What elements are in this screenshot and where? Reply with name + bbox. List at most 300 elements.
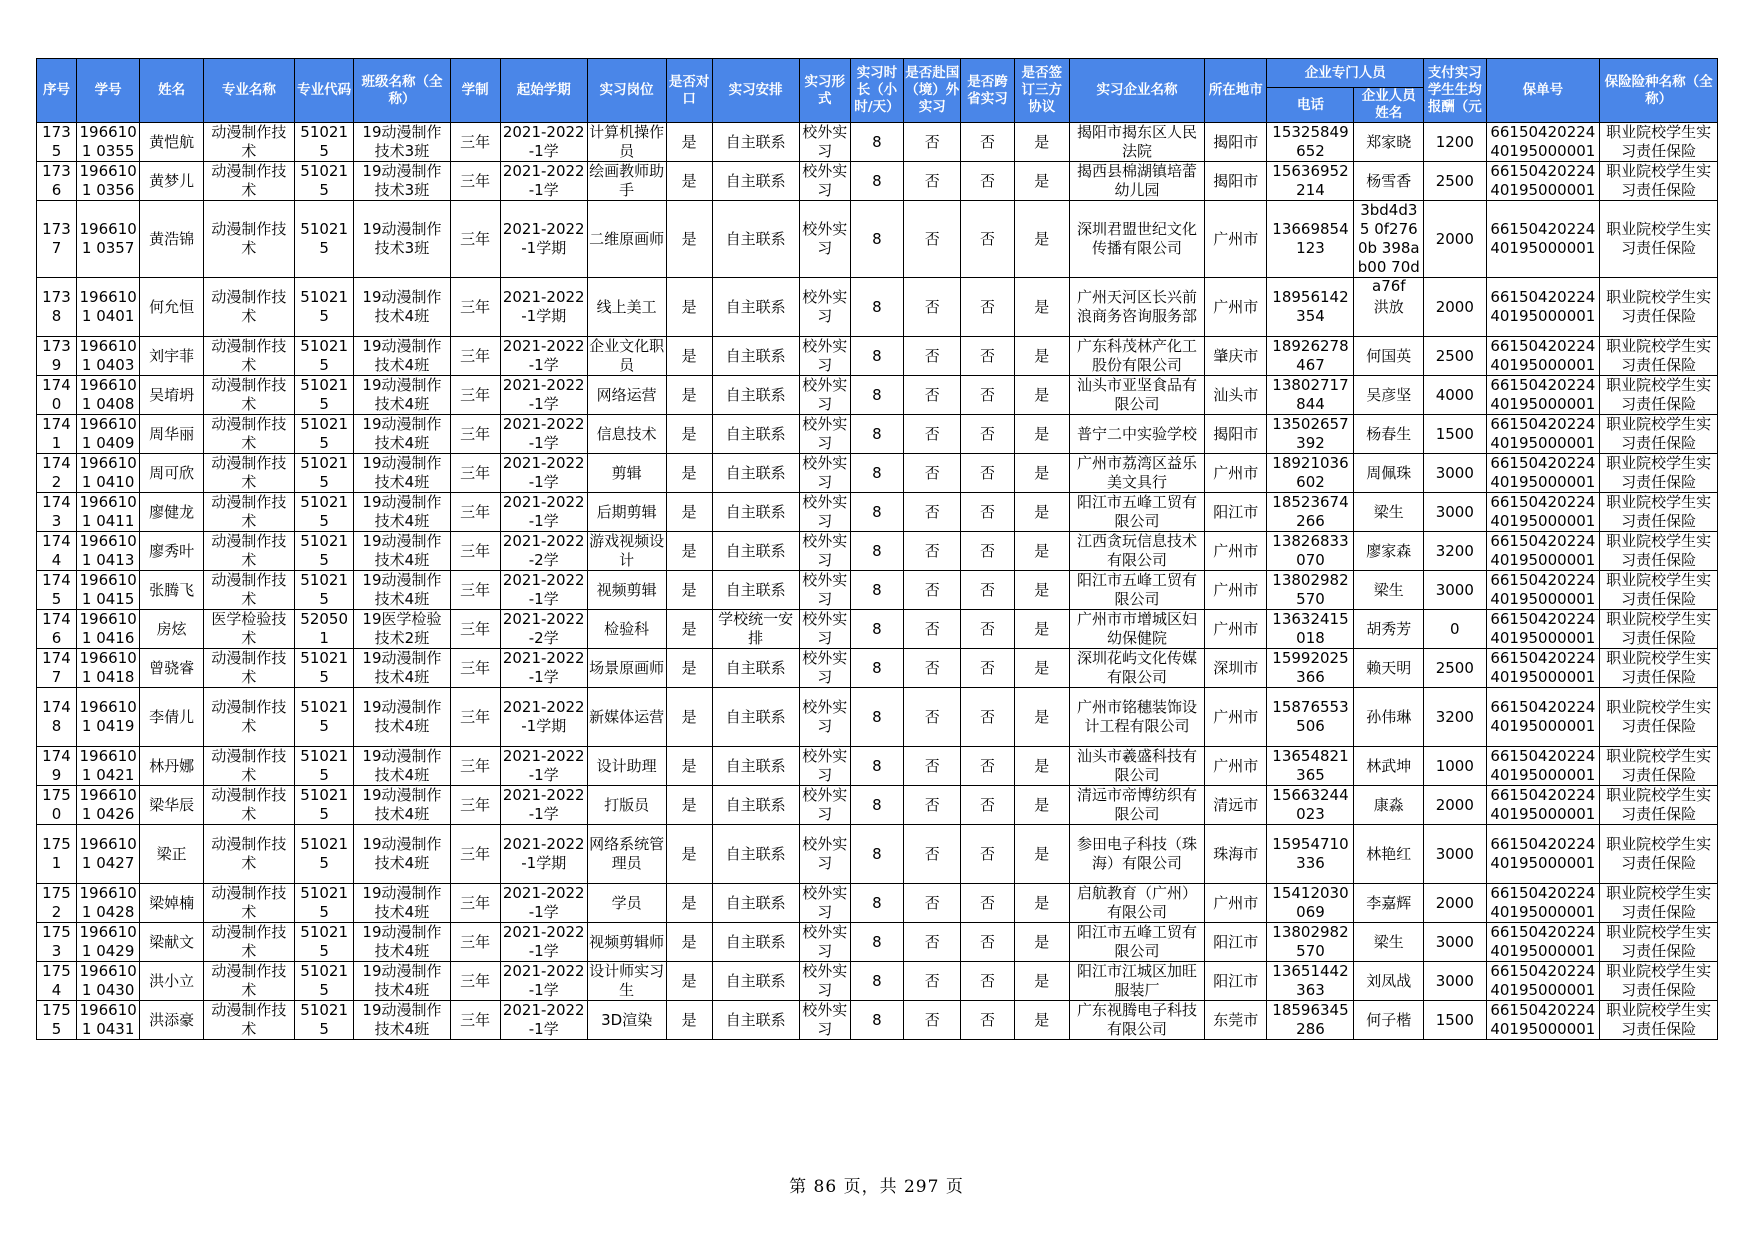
cell-class [354, 415, 450, 454]
table-row [37, 454, 1718, 493]
cell-arrangement [712, 454, 799, 493]
cell-text: 13502657 392 [1272, 415, 1349, 452]
cell-text: 杨春生 [1366, 424, 1412, 443]
cell-agreement [1014, 337, 1069, 376]
cell-position [587, 201, 666, 278]
cell-policy-no [1486, 493, 1600, 532]
cell-text: 阳江市五峰工贸有限公司 [1076, 923, 1197, 960]
cell-matched [666, 162, 712, 201]
cell-agreement [1014, 162, 1069, 201]
cell-city [1205, 962, 1267, 1001]
cell-policy-no [1486, 884, 1600, 923]
cell-text: 是 [681, 463, 697, 482]
cell-pay [1424, 532, 1486, 571]
cell-text: 郑家晓 [1366, 132, 1412, 151]
cell-text: 校外实习 [802, 747, 848, 784]
cell-abroad [904, 1001, 961, 1040]
cell-text: 周可欣 [149, 463, 195, 482]
cell-contact-name [1354, 376, 1424, 415]
cell-class [354, 493, 450, 532]
cell-city [1205, 1001, 1267, 1040]
cell-policy-no [1486, 825, 1600, 884]
cell-student-id [76, 162, 139, 201]
cell-text: 职业院校学生实习责任保险 [1606, 786, 1712, 823]
table-row [37, 884, 1718, 923]
cell-contact-name [1354, 786, 1424, 825]
cell-cross-province [961, 786, 1014, 825]
cell-pay [1424, 571, 1486, 610]
cell-text: 职业院校学生实习责任保险 [1606, 962, 1712, 999]
cell-index [37, 688, 77, 747]
cell-text: 19动漫制作技术4班 [362, 493, 442, 530]
cell-matched [666, 415, 712, 454]
cell-name [140, 532, 203, 571]
cell-arrangement [712, 923, 799, 962]
cell-text: 8 [872, 580, 882, 599]
cell-start-term [500, 786, 587, 825]
cell-text: 职业院校学生实习责任保险 [1606, 835, 1712, 872]
cell-text: 自主联系 [725, 385, 786, 404]
cell-text: 13651442 363 [1272, 962, 1349, 999]
cell-text: 杨雪香 [1366, 171, 1412, 190]
cell-text: 66150420224 40195000001 [1490, 835, 1596, 872]
cell-text: 否 [924, 795, 940, 814]
cell-text: 是 [1034, 658, 1050, 677]
cell-text: 否 [924, 893, 940, 912]
cell-phone [1267, 610, 1354, 649]
cell-insurance [1600, 962, 1718, 1001]
cell-company [1069, 571, 1204, 610]
cell-text: 洪小立 [149, 971, 195, 990]
cell-text: 否 [924, 297, 940, 316]
cell-pay [1424, 415, 1486, 454]
cell-name [140, 493, 203, 532]
table-row [37, 825, 1718, 884]
cell-text: 设计助理 [596, 756, 657, 775]
cell-text: 66150420224 40195000001 [1490, 162, 1596, 199]
cell-company [1069, 962, 1204, 1001]
cell-major [203, 201, 294, 278]
cell-text: 18956142 354 [1272, 288, 1349, 325]
cell-text: 自主联系 [725, 424, 786, 443]
cell-student-id [76, 201, 139, 278]
cell-arrangement [712, 747, 799, 786]
cell-company [1069, 454, 1204, 493]
cell-class [354, 884, 450, 923]
cell-company [1069, 493, 1204, 532]
cell-text: 2021-2022-1学 [502, 571, 585, 608]
cell-text: 8 [872, 541, 882, 560]
cell-policy-no [1486, 162, 1600, 201]
cell-contact-name [1354, 962, 1424, 1001]
cell-agreement [1014, 123, 1069, 162]
cell-agreement [1014, 962, 1069, 1001]
cell-text: 李嘉辉 [1366, 893, 1412, 912]
cell-form [799, 571, 850, 610]
cell-major [203, 923, 294, 962]
cell-text: 自主联系 [725, 795, 786, 814]
cell-text: 8 [872, 619, 882, 638]
cell-duration [450, 454, 500, 493]
table-row [37, 610, 1718, 649]
cell-duration [450, 376, 500, 415]
cell-index [37, 610, 77, 649]
cell-duration [450, 123, 500, 162]
page-footer: 第 86 页，共 297 页 [789, 1177, 964, 1197]
cell-agreement [1014, 825, 1069, 884]
cell-text: 1966101 0431 [79, 1001, 137, 1038]
cell-arrangement [712, 688, 799, 747]
cell-text: 66150420224 40195000001 [1490, 571, 1596, 608]
cell-text: 清远市 [1213, 795, 1259, 814]
cell-name [140, 415, 203, 454]
cell-phone [1267, 649, 1354, 688]
col-header-policy-no: 保单号 [1486, 59, 1600, 123]
cell-text: 1966101 0426 [79, 786, 137, 823]
cell-text: 是 [1034, 171, 1050, 190]
cell-text: 1750 [42, 786, 71, 823]
cell-text: 1966101 0401 [79, 288, 137, 325]
cell-text: 510215 [300, 747, 349, 784]
cell-position [587, 649, 666, 688]
cell-text: 否 [924, 463, 940, 482]
cell-text: 15636952 214 [1272, 162, 1349, 199]
cell-text: 13669854 123 [1272, 220, 1349, 257]
table-row [37, 532, 1718, 571]
cell-text: 1966101 0413 [79, 532, 137, 569]
cell-pay [1424, 376, 1486, 415]
cell-text: 自主联系 [725, 297, 786, 316]
cell-text: 否 [924, 619, 940, 638]
cell-abroad [904, 884, 961, 923]
cell-text: 赖天明 [1366, 658, 1412, 677]
cell-text: 三年 [460, 658, 491, 677]
cell-index [37, 278, 77, 337]
cell-name [140, 962, 203, 1001]
cell-text: 66150420224 40195000001 [1490, 415, 1596, 452]
cell-text: 揭阳市揭东区人民法院 [1076, 123, 1197, 160]
cell-hours [850, 571, 903, 610]
table-row [37, 201, 1718, 278]
cell-name [140, 884, 203, 923]
cell-index [37, 649, 77, 688]
cell-text: 网络系统管理员 [589, 835, 665, 872]
cell-text: 2000 [1435, 229, 1474, 248]
cell-text: 广州市 [1213, 229, 1259, 248]
cell-cross-province [961, 201, 1014, 278]
cell-text: 设计师实习生 [589, 962, 665, 999]
table-row [37, 278, 1718, 337]
cell-text: 1737 [42, 220, 71, 257]
cell-name [140, 571, 203, 610]
cell-text: 是 [681, 132, 697, 151]
cell-text: 职业院校学生实习责任保险 [1606, 162, 1712, 199]
cell-agreement [1014, 884, 1069, 923]
cell-cross-province [961, 923, 1014, 962]
cell-text: 游戏视频设计 [589, 532, 665, 569]
cell-text: 三年 [460, 707, 491, 726]
cell-abroad [904, 201, 961, 278]
cell-major [203, 688, 294, 747]
cell-text: 广州市 [1213, 707, 1259, 726]
cell-text: 是 [681, 756, 697, 775]
table-row [37, 376, 1718, 415]
cell-text: 职业院校学生实习责任保险 [1606, 415, 1712, 452]
cell-position [587, 415, 666, 454]
cell-company [1069, 415, 1204, 454]
cell-text: 自主联系 [725, 229, 786, 248]
cell-insurance [1600, 201, 1718, 278]
cell-text: 是 [681, 502, 697, 521]
cell-cross-province [961, 415, 1014, 454]
cell-contact-name [1354, 493, 1424, 532]
cell-start-term [500, 337, 587, 376]
cell-text: 1966101 0409 [79, 415, 137, 452]
cell-text: 13826833 070 [1272, 532, 1349, 569]
cell-position [587, 337, 666, 376]
internship-table [36, 58, 1718, 1040]
cell-text: 校外实习 [802, 649, 848, 686]
cell-text: 广州天河区长兴前浪商务咨询服务部 [1076, 288, 1197, 325]
cell-contact-name [1354, 747, 1424, 786]
cell-text: 8 [872, 756, 882, 775]
cell-abroad [904, 962, 961, 1001]
cell-class [354, 123, 450, 162]
cell-text: 绘画教师助手 [589, 162, 665, 199]
cell-cross-province [961, 337, 1014, 376]
cell-text: 13632415 018 [1272, 610, 1349, 647]
cell-matched [666, 571, 712, 610]
cell-text: 房炫 [156, 619, 187, 638]
cell-text: 510215 [300, 698, 349, 735]
cell-abroad [904, 376, 961, 415]
cell-text: 场景原画师 [589, 658, 665, 677]
cell-text: 珠海市 [1213, 844, 1259, 863]
cell-text: 3000 [1435, 932, 1474, 951]
cell-insurance [1600, 571, 1718, 610]
cell-text: 自主联系 [725, 893, 786, 912]
cell-text: 校外实习 [802, 288, 848, 325]
cell-matched [666, 786, 712, 825]
cell-text: 林武坤 [1366, 756, 1412, 775]
cell-city [1205, 337, 1267, 376]
cell-text: 广东视腾电子科技有限公司 [1076, 1001, 1197, 1038]
cell-text: 是 [1034, 971, 1050, 990]
cell-text: 18523674 266 [1272, 493, 1349, 530]
cell-arrangement [712, 571, 799, 610]
cell-text: 职业院校学生实习责任保险 [1606, 288, 1712, 325]
cell-arrangement [712, 532, 799, 571]
cell-text: 19动漫制作技术3班 [362, 162, 442, 199]
cell-arrangement [712, 786, 799, 825]
cell-text: 19动漫制作技术4班 [362, 923, 442, 960]
cell-text: 1741 [42, 415, 71, 452]
cell-text: 动漫制作技术 [211, 698, 287, 735]
table-row [37, 962, 1718, 1001]
cell-form [799, 962, 850, 1001]
cell-text: 2021-2022-2学 [502, 532, 585, 569]
cell-agreement [1014, 415, 1069, 454]
cell-text: 阳江市 [1213, 971, 1259, 990]
cell-hours [850, 532, 903, 571]
cell-form [799, 162, 850, 201]
cell-text: 1966101 0408 [79, 376, 137, 413]
cell-text: 18596345 286 [1272, 1001, 1349, 1038]
cell-text: 周华丽 [149, 424, 195, 443]
cell-major [203, 962, 294, 1001]
cell-form [799, 923, 850, 962]
cell-index [37, 162, 77, 201]
cell-text: 启航教育（广州）有限公司 [1076, 884, 1197, 921]
cell-text: 8 [872, 297, 882, 316]
cell-form [799, 376, 850, 415]
table-row [37, 415, 1718, 454]
cell-text: 动漫制作技术 [211, 786, 287, 823]
cell-text: 8 [872, 385, 882, 404]
cell-text: 1966101 0410 [79, 454, 137, 491]
cell-text: 19医学检验技术2班 [362, 610, 442, 647]
cell-abroad [904, 532, 961, 571]
cell-hours [850, 278, 903, 337]
cell-company [1069, 123, 1204, 162]
cell-text: 13802982 570 [1272, 923, 1349, 960]
col-header-company: 实习企业名称 [1069, 59, 1204, 123]
cell-position [587, 454, 666, 493]
cell-text: 1746 [42, 610, 71, 647]
cell-policy-no [1486, 415, 1600, 454]
cell-major [203, 786, 294, 825]
cell-pay [1424, 493, 1486, 532]
cell-pay [1424, 786, 1486, 825]
cell-text: 19动漫制作技术4班 [362, 376, 442, 413]
cell-text: 三年 [460, 171, 491, 190]
cell-duration [450, 415, 500, 454]
cell-phone [1267, 123, 1354, 162]
cell-matched [666, 747, 712, 786]
cell-text: 否 [924, 346, 940, 365]
cell-text: 2021-2022-1学 [502, 337, 585, 374]
cell-text: 1966101 0421 [79, 747, 137, 784]
cell-insurance [1600, 532, 1718, 571]
cell-student-id [76, 610, 139, 649]
cell-pay [1424, 201, 1486, 278]
cell-text: 是 [1034, 541, 1050, 560]
cell-position [587, 825, 666, 884]
cell-name [140, 278, 203, 337]
cell-text: 三年 [460, 971, 491, 990]
cell-index [37, 786, 77, 825]
cell-text: 动漫制作技术 [211, 415, 287, 452]
cell-start-term [500, 532, 587, 571]
cell-text: 动漫制作技术 [211, 835, 287, 872]
cell-major [203, 747, 294, 786]
cell-major-code [294, 962, 353, 1001]
cell-phone [1267, 493, 1354, 532]
cell-text: 66150420224 40195000001 [1490, 649, 1596, 686]
cell-text: 2021-2022-1学 [502, 747, 585, 784]
cell-insurance [1600, 493, 1718, 532]
cell-phone [1267, 454, 1354, 493]
cell-text: 2021-2022-1学 [502, 162, 585, 199]
cell-text: 2021-2022-1学 [502, 786, 585, 823]
cell-text: 否 [924, 932, 940, 951]
cell-city [1205, 123, 1267, 162]
cell-matched [666, 201, 712, 278]
cell-hours [850, 337, 903, 376]
cell-class [354, 747, 450, 786]
cell-duration [450, 786, 500, 825]
cell-pay [1424, 123, 1486, 162]
cell-text: 梁献文 [149, 932, 195, 951]
cell-text: 2021-2022-1学期 [502, 220, 585, 257]
cell-hours [850, 884, 903, 923]
cell-text: 何允恒 [149, 297, 195, 316]
cell-text: 510215 [300, 415, 349, 452]
cell-hours [850, 747, 903, 786]
cell-position [587, 786, 666, 825]
cell-matched [666, 825, 712, 884]
cell-matched [666, 493, 712, 532]
cell-pay [1424, 649, 1486, 688]
cell-text: 三年 [460, 132, 491, 151]
cell-company [1069, 649, 1204, 688]
cell-insurance [1600, 786, 1718, 825]
cell-text: 否 [924, 756, 940, 775]
cell-abroad [904, 610, 961, 649]
cell-insurance [1600, 825, 1718, 884]
cell-pay [1424, 884, 1486, 923]
cell-text: 医学检验技术 [211, 610, 287, 647]
cell-text: 是 [681, 795, 697, 814]
cell-text: 66150420224 40195000001 [1490, 1001, 1596, 1038]
cell-text: 职业院校学生实习责任保险 [1606, 376, 1712, 413]
cell-text: 三年 [460, 541, 491, 560]
cell-agreement [1014, 571, 1069, 610]
cell-duration [450, 962, 500, 1001]
cell-insurance [1600, 162, 1718, 201]
cell-text: 66150420224 40195000001 [1490, 962, 1596, 999]
cell-company [1069, 1001, 1204, 1040]
cell-student-id [76, 923, 139, 962]
cell-city [1205, 201, 1267, 278]
cell-text: 66150420224 40195000001 [1490, 532, 1596, 569]
cell-major [203, 825, 294, 884]
cell-text: 是 [1034, 229, 1050, 248]
cell-text: 职业院校学生实习责任保险 [1606, 649, 1712, 686]
cell-student-id [76, 884, 139, 923]
cell-text: 学员 [611, 893, 642, 912]
cell-text: 66150420224 40195000001 [1490, 288, 1596, 325]
cell-name [140, 747, 203, 786]
cell-start-term [500, 571, 587, 610]
cell-text: 2021-2022-1学 [502, 123, 585, 160]
cell-text: 3bd4d35 0f2760b 398ab00 70da76f [1357, 201, 1420, 295]
cell-text: 是 [1034, 844, 1050, 863]
cell-text: 13654821 365 [1272, 747, 1349, 784]
cell-position [587, 123, 666, 162]
cell-text: 三年 [460, 795, 491, 814]
cell-text: 是 [681, 385, 697, 404]
cell-company [1069, 201, 1204, 278]
cell-insurance [1600, 123, 1718, 162]
col-header-cross-province: 是否跨省实习 [961, 59, 1014, 123]
cell-text: 1966101 0411 [79, 493, 137, 530]
col-header-agreement: 是否签订三方协议 [1014, 59, 1069, 123]
cell-name [140, 923, 203, 962]
cell-policy-no [1486, 786, 1600, 825]
col-header-abroad: 是否赴国（境）外实习 [904, 59, 961, 123]
cell-text: 职业院校学生实习责任保险 [1606, 1001, 1712, 1038]
